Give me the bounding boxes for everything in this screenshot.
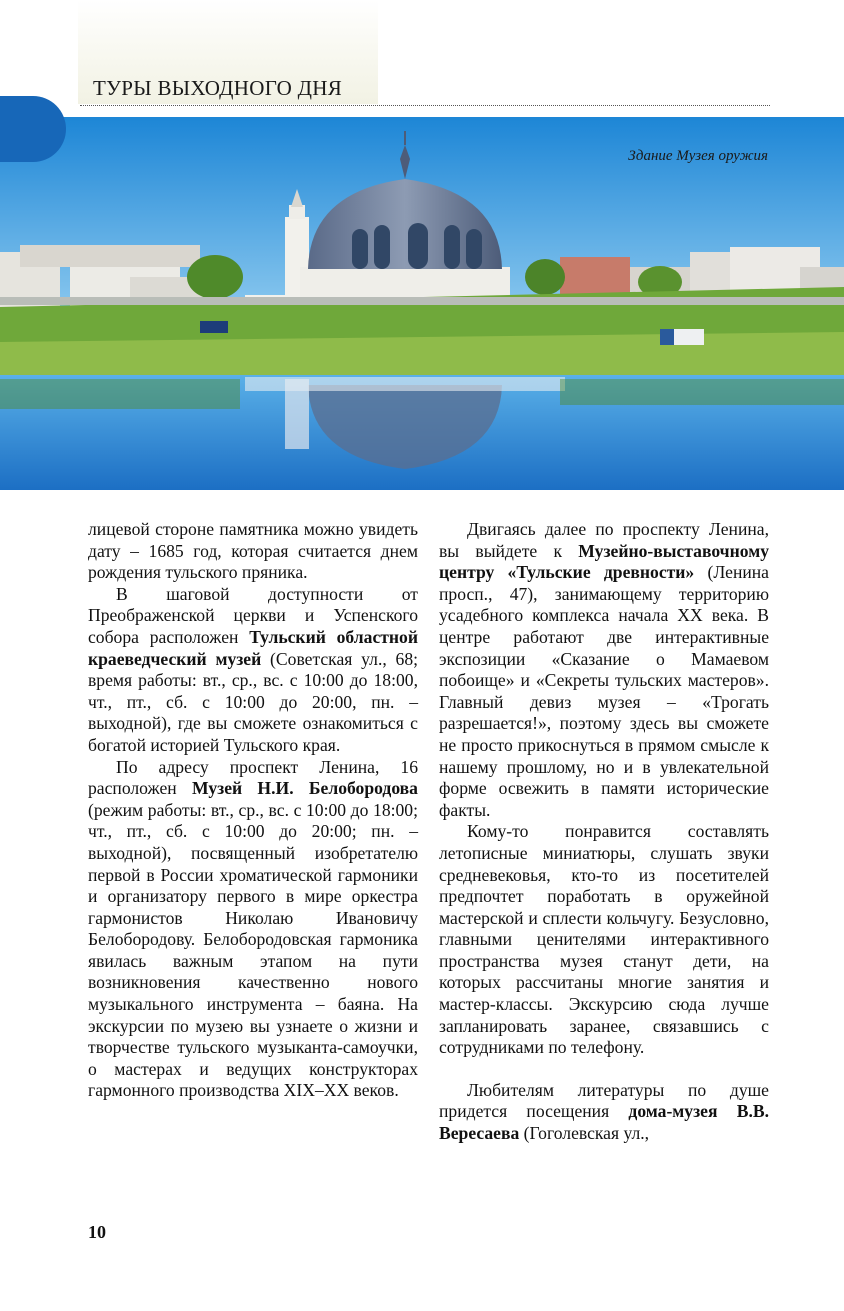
page-number: 10 bbox=[88, 1222, 106, 1242]
running-header: ТУРЫ ВЫХОДНОГО ДНЯ bbox=[93, 76, 343, 100]
museum-name: Музей Н.И. Белобородова bbox=[191, 778, 418, 799]
left-column bbox=[88, 519, 418, 1102]
museum-name: Тульский областной краеведческий музей bbox=[88, 626, 418, 669]
photo-caption: Здание Музея оружия bbox=[628, 148, 768, 164]
paragraph: лицевой стороне памятника можно увидеть дату – 1685 год, которая считается днем рождения тульского пряника. bbox=[88, 519, 418, 583]
museum-photo bbox=[0, 117, 844, 490]
paragraph: Двигаясь далее по проспекту Ленина, вы выйдете к Музейно-выставочному центру «Тульские древности» (Ленина просп., 47), занимающему территорию усадебного комплекса начала XX века. В центре работают две интерактивные экспозиции «Сказание о Мамаевом побоище» и «Секреты тульских мастеров». Главный девиз музея – «Трогать разрешается!», поэтому здесь вы сможете не просто прикоснуться в прямом смысле к нашему прошлому, но и в увлекательной форме освежить в памяти исторические факты. bbox=[439, 519, 769, 820]
museum-name: Музейно-выставочному центру «Тульские древности» bbox=[439, 540, 769, 583]
paragraph: Любителям литературы по душе придется посещения дома-музея В.В. Вересаева (Гоголевская ул., bbox=[439, 1079, 769, 1144]
paragraph: Кому-то понравится составлять летописные миниатюры, слушать звуки средневековья, кто-то из посетителей предпочтет поработать в оружейной мастерской и сплести кольчугу. Безусловно, главными ценителями интерактивного пространства музея станут дети, на которых рассчитаны многие занятия и мастер-классы. Экскурсию сюда лучше запланировать заранее, связавшись с сотрудниками по телефону. bbox=[439, 821, 769, 1058]
header-rule bbox=[80, 105, 770, 106]
chapter-tab bbox=[0, 96, 66, 162]
museum-name: дома-музея В.В. Вересаева bbox=[439, 1101, 769, 1144]
right-column bbox=[439, 519, 769, 1145]
paragraph: В шаговой доступности от Преображенской церкви и Успенского собора расположен Тульский областной краеведческий музей (Советская ул., 68; время работы: вт., ср., вс. с 10:00 до 18:00, чт., пт., сб. с 10:00 до 20:00, пн. – выходной), где вы сможете ознакомиться с богатой историей Тульского края. bbox=[88, 583, 419, 755]
paragraph: По адресу проспект Ленина, 16 расположен Музей Н.И. Белобородова (режим работы: вт., ср., вс. с 10:00 до 18:00; чт., пт., сб. с 10:00 до 20:00; пн. – выходной), посвященный изобретателю первой в России хроматической гармоники и организатору первого в мире оркестра гармонистов Николаю Ивановичу Белобородову. Белобородовская гармоника явилась важным этапом на пути возникновения качественно нового музыкального инструмента – баяна. На экскурсии по музею вы узнаете о жизни и творчестве тульского музыканта-самоучки, о мастерах и ведущих конструкторах гармонного производства XIX–XX веков. bbox=[88, 756, 418, 1101]
